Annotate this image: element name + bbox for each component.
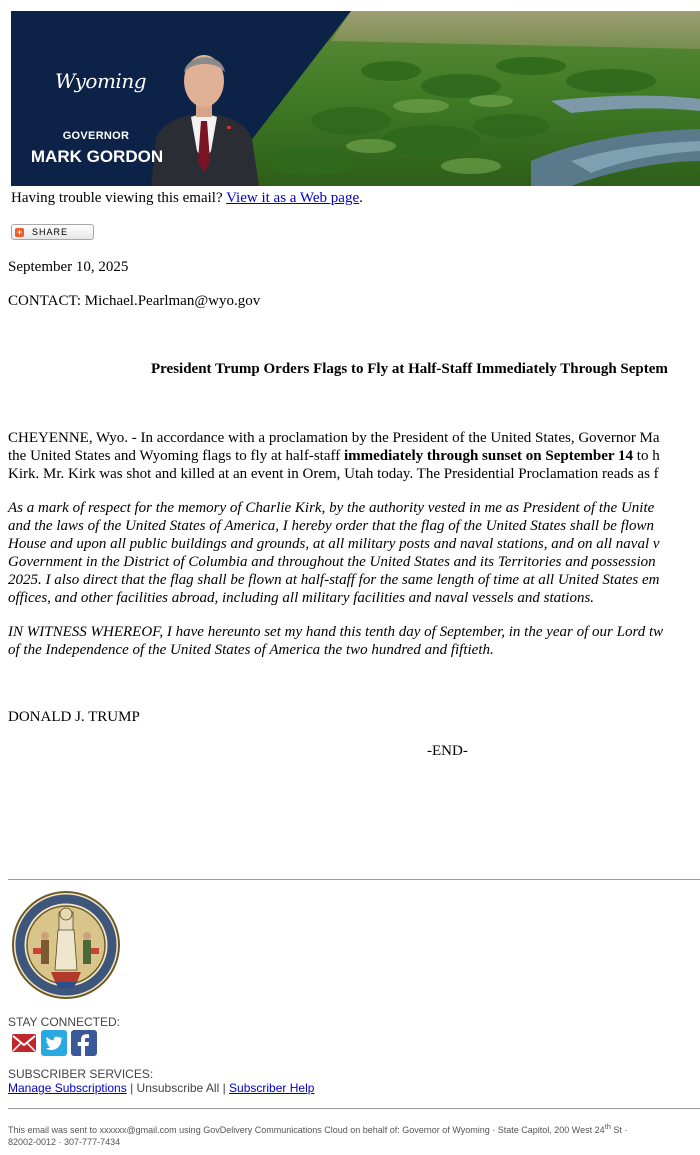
- wyoming-state-seal: [11, 890, 121, 1000]
- headline: President Trump Orders Flags to Fly at Half-Staff Immediately Through Septem: [151, 361, 668, 377]
- p1-line: CHEYENNE, Wyo. - In accordance with a proclamation by the President of the United States, Governor Ma: [8, 430, 660, 446]
- trouble-text: Having trouble viewing this email?: [11, 190, 227, 206]
- p1-line: Kirk. Mr. Kirk was shot and killed at an event in Orem, Utah today. The Presidential Proclamation reads as f: [8, 466, 659, 482]
- paragraph-intro: [8, 429, 700, 483]
- disclaimer-text: [8, 1121, 627, 1148]
- footer-divider: [8, 879, 700, 880]
- p2-line: House and upon all public buildings and grounds, at all military posts and naval stations, and on all naval v: [8, 536, 660, 552]
- subscriber-help-link[interactable]: Subscriber Help: [229, 1081, 315, 1095]
- twitter-icon[interactable]: [41, 1030, 67, 1056]
- share-plus-icon: +: [16, 226, 23, 237]
- p2-line: and the laws of the United States of America, I hereby order that the flag of the United States shall be flown: [8, 518, 655, 534]
- signer-name: DONALD J. TRUMP: [8, 709, 140, 725]
- disclaimer-line: [8, 1121, 627, 1136]
- stay-connected-label: STAY CONNECTED:: [8, 1015, 121, 1029]
- p2-line: Government in the District of Columbia and throughout the United States and its Territories and possession: [8, 554, 656, 570]
- trouble-viewing-text: [11, 190, 363, 207]
- view-web-page-link[interactable]: View it as a Web page: [226, 190, 360, 206]
- end-marker: -END-: [427, 743, 468, 759]
- link-separator: |: [126, 1081, 137, 1095]
- governor-banner: [11, 11, 700, 186]
- p3-line: of the Independence of the United States of America the two hundred and fiftieth.: [8, 642, 494, 658]
- proclamation-quote: [8, 499, 700, 607]
- p2-line: 2025. I also direct that the flag shall be flown at half-staff for the same length of time at all United States em: [8, 572, 660, 588]
- governor-name: MARK GORDON: [30, 147, 164, 166]
- p1-line: [8, 447, 700, 465]
- disclaimer-text-b: St ·: [610, 1125, 628, 1135]
- share-label: SHARE: [32, 227, 69, 237]
- release-date: September 10, 2025: [8, 259, 129, 275]
- link-separator: |: [219, 1081, 230, 1095]
- witness-paragraph: [8, 623, 700, 659]
- subscriber-services-label: SUBSCRIBER SERVICES:: [8, 1067, 154, 1081]
- email-icon[interactable]: [11, 1030, 37, 1056]
- wyoming-logo: Wyoming: [55, 69, 147, 93]
- disclaimer-divider: [8, 1108, 700, 1109]
- p2-line: offices, and other facilities abroad, including all military facilities and naval vessels and stations.: [8, 590, 595, 606]
- disclaimer-sup: th: [604, 1122, 611, 1131]
- governor-label: GOVERNOR: [62, 130, 130, 142]
- p1-text: the United States and Wyoming flags to fly at half-staff: [8, 448, 344, 464]
- manage-subscriptions-link[interactable]: Manage Subscriptions: [8, 1081, 127, 1095]
- p1-bold-text: immediately through sunset on September 14: [343, 448, 634, 464]
- subscriber-links: [8, 1081, 314, 1095]
- p1-text: to h: [633, 448, 660, 464]
- share-button[interactable]: [11, 224, 94, 240]
- facebook-icon[interactable]: [71, 1030, 97, 1056]
- p2-line: As a mark of respect for the memory of Charlie Kirk, by the authority vested in me as President of the Unite: [8, 500, 655, 516]
- contact-line: CONTACT: Michael.Pearlman@wyo.gov: [8, 293, 261, 309]
- unsubscribe-all-link[interactable]: Unsubscribe All: [136, 1081, 220, 1095]
- p3-line: IN WITNESS WHEREOF, I have hereunto set my hand this tenth day of September, in the year of our Lord tw: [8, 624, 664, 640]
- disclaimer-text-a: This email was sent to xxxxxx@gmail.com using GovDelivery Communications Cloud on behalf of: Governor of Wyoming · State Capitol, 200 West 24: [8, 1125, 605, 1135]
- trouble-period: .: [359, 190, 363, 206]
- disclaimer-line: 82002-0012 · 307-777-7434: [8, 1137, 121, 1147]
